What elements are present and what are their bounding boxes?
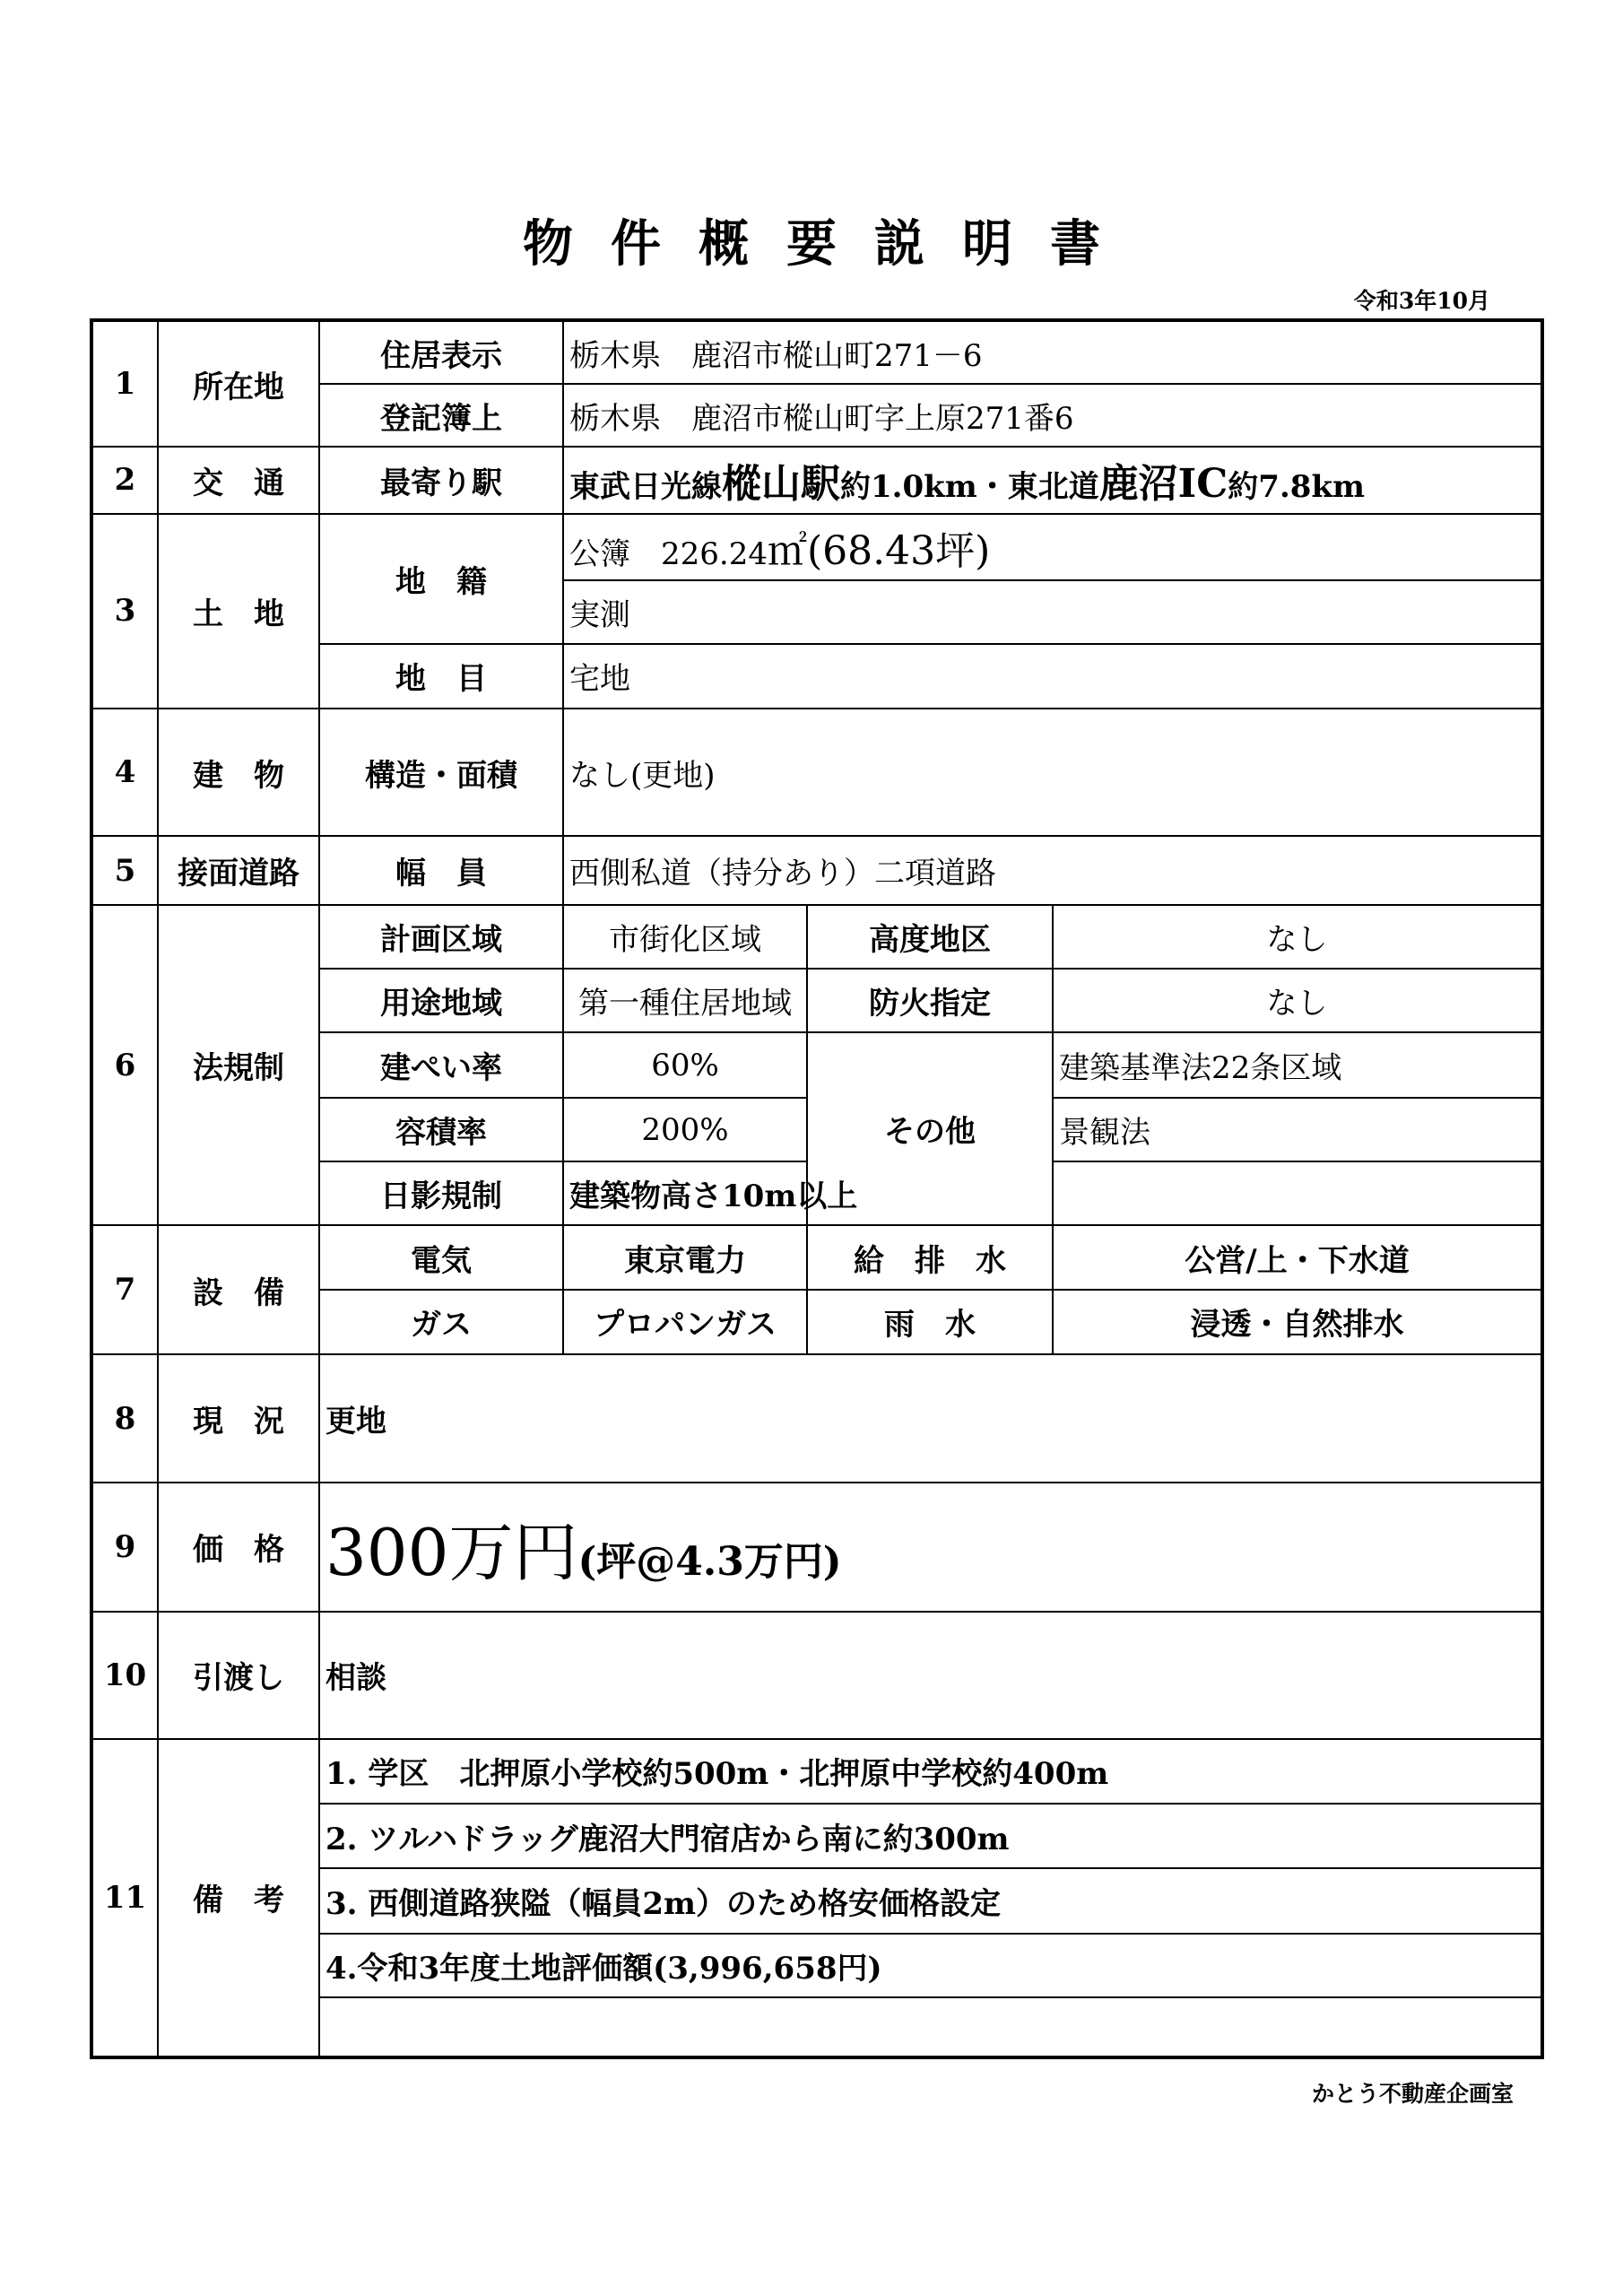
row-number: 5 — [91, 836, 158, 904]
handover-value: 相談 — [319, 1612, 1542, 1739]
row-number: 9 — [91, 1483, 158, 1611]
land-area-label: 地 籍 — [319, 514, 563, 644]
row-number: 3 — [91, 514, 158, 709]
height-district-label: 高度地区 — [807, 905, 1053, 969]
remark-item: 2. ツルハドラッグ鹿沼大門宿店から南に約300m — [319, 1804, 1542, 1868]
category-label: 引渡し — [158, 1612, 319, 1739]
row-number: 1 — [91, 320, 158, 447]
row-handover — [91, 1612, 1542, 1739]
residential-address-label: 住居表示 — [319, 320, 563, 384]
row-number: 8 — [91, 1354, 158, 1483]
remark-item: 1. 学区 北押原小学校約500m・北押原中学校約400m — [319, 1739, 1542, 1804]
nearest-station-label: 最寄り駅 — [319, 447, 563, 513]
rainwater-value: 浸透・自然排水 — [1053, 1290, 1542, 1354]
category-label: 接面道路 — [158, 836, 319, 904]
zoning-label: 用途地域 — [319, 969, 563, 1032]
row-facilities — [91, 1225, 1542, 1289]
shadow-regulation-label: 日影規制 — [319, 1161, 563, 1225]
current-status-value: 更地 — [319, 1354, 1542, 1483]
category-label: 備 考 — [158, 1739, 319, 2057]
remark-item — [319, 1997, 1542, 2057]
category-label: 土 地 — [158, 514, 319, 709]
land-category-label: 地 目 — [319, 644, 563, 709]
station-distance: 約1.0km・東北道 — [840, 469, 1099, 506]
water-value: 公営/上・下水道 — [1053, 1225, 1542, 1289]
row-regulations — [91, 905, 1542, 969]
row-number: 11 — [91, 1739, 158, 2057]
land-area-registry-value — [563, 514, 1542, 580]
price-total: 300万円 — [325, 1514, 578, 1590]
row-price — [91, 1483, 1542, 1611]
shadow-regulation-value: 建築物高さ10m以上 — [563, 1161, 807, 1225]
row-number: 2 — [91, 447, 158, 513]
registry-address-value: 栃木県 鹿沼市樅山町字上原271番6 — [563, 384, 1542, 447]
electricity-label: 電気 — [319, 1225, 563, 1289]
row-building — [91, 709, 1542, 836]
land-area-measured-value: 実測 — [563, 580, 1542, 644]
interchange-distance: 約7.8km — [1228, 469, 1365, 506]
remark-item: 3. 西側道路狭隘（幅員2m）のため格安価格設定 — [319, 1868, 1542, 1934]
price-per-tsubo: (坪@4.3万円) — [577, 1538, 842, 1585]
fire-zone-value: なし — [1053, 969, 1542, 1032]
planning-area-label: 計画区域 — [319, 905, 563, 969]
category-label: 法規制 — [158, 905, 319, 1226]
row-remarks — [91, 1739, 1542, 1804]
electricity-value: 東京電力 — [563, 1225, 807, 1289]
interchange-name: 鹿沼IC — [1098, 461, 1228, 508]
row-road — [91, 836, 1542, 904]
category-label: 価 格 — [158, 1483, 319, 1611]
road-width-label: 幅 員 — [319, 836, 563, 904]
category-label: 建 物 — [158, 709, 319, 836]
category-label: 所在地 — [158, 320, 319, 447]
rainwater-label: 雨 水 — [807, 1290, 1053, 1354]
coverage-ratio-value: 60% — [563, 1032, 807, 1098]
structure-area-label: 構造・面積 — [319, 709, 563, 836]
category-label: 交 通 — [158, 447, 319, 513]
company-name: かとう不動産企画室 — [1311, 2081, 1514, 2107]
row-number: 4 — [91, 709, 158, 836]
row-land — [91, 514, 1542, 580]
document-date: 令和3年10月 — [1353, 288, 1490, 314]
fire-zone-label: 防火指定 — [807, 969, 1053, 1032]
remark-item: 4.令和3年度土地評価額(3,996,658円) — [319, 1934, 1542, 1996]
station-name: 樅山駅 — [722, 461, 840, 508]
height-district-value: なし — [1053, 905, 1542, 969]
row-number: 10 — [91, 1612, 158, 1739]
other-regulation-2: 景観法 — [1053, 1098, 1542, 1161]
category-label: 設 備 — [158, 1225, 319, 1353]
road-width-value: 西側私道（持分あり）二項道路 — [563, 836, 1542, 904]
zoning-value: 第一種住居地域 — [563, 969, 807, 1032]
document-title: 物件概要説明書 — [523, 214, 1138, 274]
structure-area-value: なし(更地) — [563, 709, 1542, 836]
other-regulations-label: その他 — [807, 1032, 1053, 1226]
other-regulation-3 — [1053, 1161, 1542, 1225]
price-value — [319, 1483, 1542, 1611]
planning-area-value: 市街化区域 — [563, 905, 807, 969]
registry-address-label: 登記簿上 — [319, 384, 563, 447]
land-area-number: 公簿 226.24 — [569, 535, 768, 572]
line-name: 東武日光線 — [569, 469, 722, 506]
gas-value: プロパンガス — [563, 1290, 807, 1354]
row-transport — [91, 447, 1542, 513]
other-regulation-1: 建築基準法22条区域 — [1053, 1032, 1542, 1098]
nearest-station-value — [563, 447, 1542, 513]
floor-area-ratio-value: 200% — [563, 1098, 807, 1161]
floor-area-ratio-label: 容積率 — [319, 1098, 563, 1161]
category-label: 現 況 — [158, 1354, 319, 1483]
property-summary-table — [90, 318, 1544, 2059]
land-category-value: 宅地 — [563, 644, 1542, 709]
coverage-ratio-label: 建ぺい率 — [319, 1032, 563, 1098]
residential-address-value: 栃木県 鹿沼市樅山町271－6 — [563, 320, 1542, 384]
water-label: 給 排 水 — [807, 1225, 1053, 1289]
row-number: 7 — [91, 1225, 158, 1353]
row-number: 6 — [91, 905, 158, 1226]
land-area-unit: ㎡(68.43坪) — [767, 527, 991, 574]
row-current-status — [91, 1354, 1542, 1483]
row-location — [91, 320, 1542, 384]
gas-label: ガス — [319, 1290, 563, 1354]
